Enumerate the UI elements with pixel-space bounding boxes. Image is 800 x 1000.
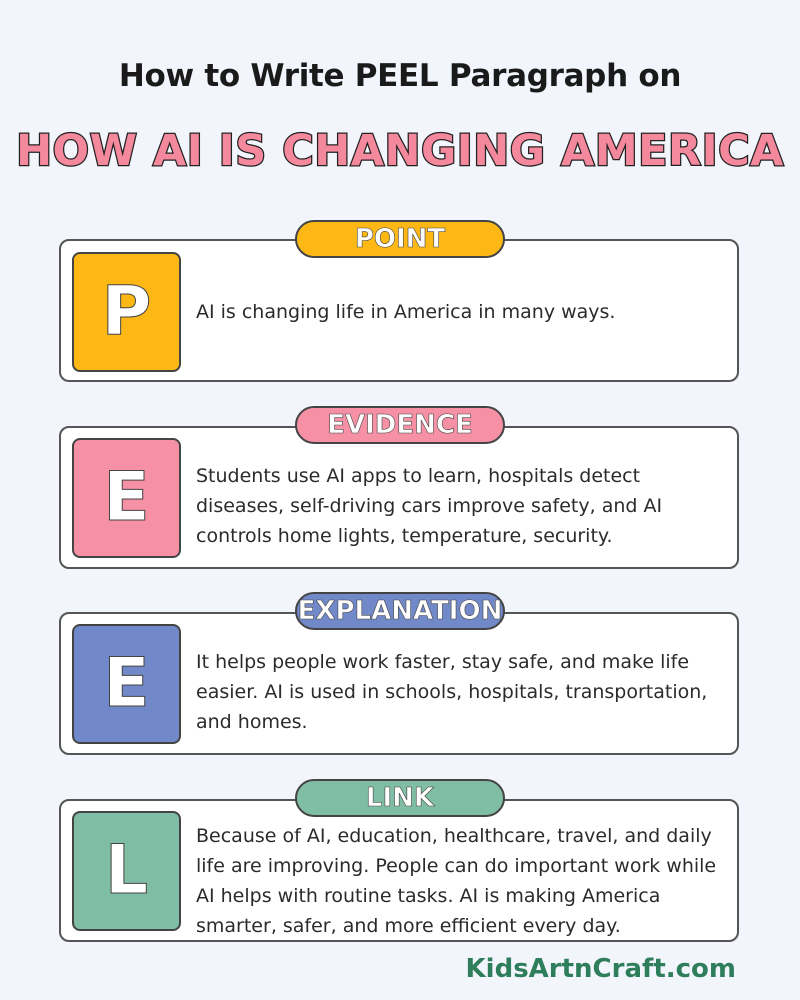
section-card-link [59, 799, 739, 942]
letter-badge-p: P [72, 252, 181, 372]
letter-badge-e-evidence: E [72, 438, 181, 558]
section-card-point [59, 239, 739, 382]
letter-badge-l: L [72, 811, 181, 931]
section-label-explanation: EXPLANATION [295, 592, 505, 630]
section-text-explanation: It helps people work faster, stay safe, and make life easier. AI is used in schools, hospitals, transportation, and homes. [196, 651, 708, 733]
page-subtitle: How to Write PEEL Paragraph on [118, 58, 682, 94]
section-label-evidence: EVIDENCE [295, 406, 505, 444]
section-label-point: POINT [295, 220, 505, 258]
section-card-evidence [59, 426, 739, 569]
section-text-point: AI is changing life in America in many ways. [196, 301, 616, 323]
brand-footer: KidsArtnCraft.com [465, 954, 736, 984]
section-text-evidence: Students use AI apps to learn, hospitals detect diseases, self-driving cars improve safety, and AI controls home lights, temperature, security. [196, 465, 663, 547]
letter-badge-e-explanation: E [72, 624, 181, 744]
section-label-link: LINK [295, 779, 505, 817]
section-card-explanation [59, 612, 739, 755]
section-text-link: Because of AI, education, healthcare, travel, and daily life are improving. People can do important work while AI helps with routine tasks. AI is making America smarter, safer, and more efficient every day. [196, 825, 717, 937]
page-title: HOW AI IS CHANGING AMERICA [16, 126, 784, 176]
